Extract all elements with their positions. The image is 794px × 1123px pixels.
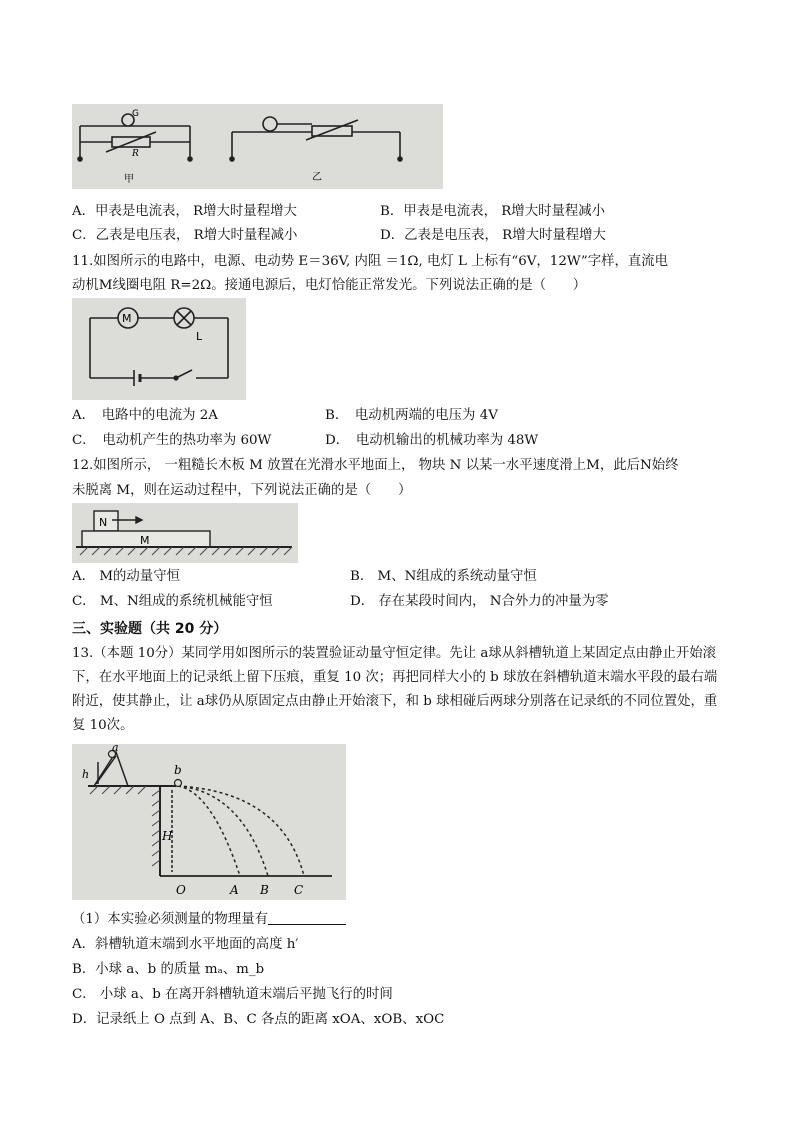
q11-stem-line2: 动机M线圈电阻 R=2Ω。接通电源后，电灯恰能正常发光。下列说法正确的是（ ）: [72, 278, 587, 293]
fig-label-r: R: [132, 149, 139, 159]
fig-label-h: h: [82, 768, 90, 781]
section-3-title: 三、实验题（共 20 分）: [72, 621, 228, 637]
q11-option-d[interactable]: D． 电动机输出的机械功率为 48W: [325, 433, 539, 448]
q13-option-b[interactable]: B．小球 a、b 的质量 mₐ、m_b: [72, 962, 265, 977]
board-block-figure: [72, 503, 298, 563]
q10-option-b[interactable]: B．甲表是电流表， R增大时量程减小: [380, 204, 606, 219]
q11-option-b[interactable]: B． 电动机两端的电压为 4V: [325, 408, 498, 423]
q12-option-b[interactable]: B． M、N组成的系统动量守恒: [350, 569, 537, 584]
fig-ball-a: a: [112, 744, 119, 754]
q13-option-a[interactable]: A．斜槽轨道末端到水平地面的高度 h′: [72, 937, 299, 952]
q13-option-c[interactable]: C． 小球 a、b 在离开斜槽轨道末端后平抛飞行的时间: [72, 987, 393, 1002]
meter-circuit-figure: [72, 104, 443, 189]
fig-board-m: M: [140, 534, 150, 547]
fig-label-yi: 乙: [312, 172, 322, 183]
projectile-collision-figure: [72, 744, 346, 900]
q12-option-c[interactable]: C． M、N组成的系统机械能守恒: [72, 594, 273, 609]
q13-option-d[interactable]: D．记录纸上 O 点到 A、B、C 各点的距离 xOA、xOB、xOC: [72, 1012, 445, 1027]
fig-label-big-h: H: [162, 829, 173, 843]
fig-ball-b: b: [174, 763, 182, 777]
fig-lamp-l: L: [196, 330, 203, 343]
fig-label-jia: 甲: [124, 174, 134, 185]
fig-motor-m: M: [122, 312, 132, 325]
q12-stem-line2: 未脱离 M，则在运动过程中，下列说法正确的是（ ）: [72, 483, 412, 498]
q10-option-a[interactable]: A．甲表是电流表， R增大时量程增大: [72, 204, 297, 219]
q13-sub1: [72, 910, 346, 930]
q10-option-d[interactable]: D．乙表是电压表， R增大时量程增大: [380, 228, 606, 243]
q10-option-c[interactable]: C．乙表是电压表， R增大时量程减小: [72, 228, 298, 243]
q11-stem-line1: 11.如图所示的电路中，电源、电动势 E＝36V, 内阻 ＝1Ω, 电灯 L 上标有“6V，12W”字样，直流电: [72, 254, 669, 269]
q11-option-c[interactable]: C． 电动机产生的热功率为 60W: [72, 433, 272, 448]
fig-point-c: C: [294, 883, 304, 897]
fig-label-g: G: [132, 109, 139, 119]
q13-stem: 13.（本题 10分）某同学用如图所示的装置验证动量守恒定律。先让 a球从斜槽轨道上某固定点由静止开始滚下，在水平地面上的记录纸上留下压痕，重复 10 次；再把同样大小的 b 球放在斜槽轨道末端水平段的最右端附近，使其静止，让 a球仍从原固定点由静止开始滚下，和 b 球相碰后两球分别落在记录纸的不同位置处，重复 10次。: [72, 646, 718, 733]
fig-point-a: A: [230, 883, 239, 897]
answer-blank[interactable]: [268, 910, 346, 925]
q13-sub1-text: （1）本实验必须测量的物理量有: [72, 912, 268, 927]
q11-option-a[interactable]: A． 电路中的电流为 2A: [72, 408, 218, 423]
q12-option-d[interactable]: D． 存在某段时间内， N合外力的冲量为零: [350, 594, 609, 609]
fig-point-o: O: [176, 883, 186, 897]
fig-block-n: N: [99, 516, 108, 529]
motor-circuit-figure: [72, 298, 246, 400]
q12-stem-line1: 12.如图所示， 一粗糙长木板 M 放置在光滑水平地面上， 物块 N 以某一水平速度滑上M，此后N始终: [72, 458, 679, 473]
fig-point-b: B: [260, 883, 269, 897]
q12-option-a[interactable]: A． M的动量守恒: [72, 569, 180, 584]
